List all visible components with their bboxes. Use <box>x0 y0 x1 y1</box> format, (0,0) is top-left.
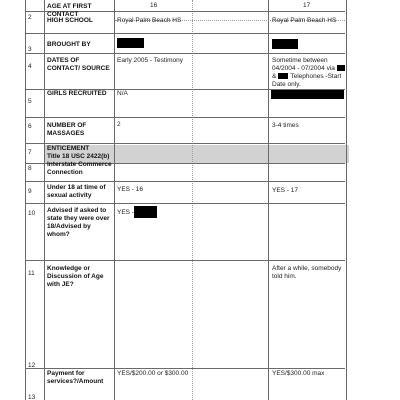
row-number: 7 <box>28 149 32 156</box>
label-under-18: Under 18 at time of sexual activity <box>47 184 106 199</box>
label-advised: Advised if asked to state they were over 18/Advised by whom? <box>47 207 110 238</box>
under-18-value-col-a: YES - 16 <box>117 186 144 193</box>
grid-line-row-4 <box>25 53 345 54</box>
grid-line-dotted-col-a <box>192 0 193 400</box>
grid-line-row-10 <box>25 203 345 204</box>
row-number: 6 <box>28 123 32 130</box>
grid-line-col-b <box>268 0 269 400</box>
advised-value-col-a: YES - <box>117 209 134 216</box>
row-number: 9 <box>28 188 32 195</box>
grid-line-row-11 <box>25 260 345 261</box>
grid-line-label-column <box>114 0 115 400</box>
girls-recruited-value-col-a: N/A <box>117 90 128 97</box>
header-value-col-a: 16 <box>150 2 158 9</box>
row-number: 5 <box>28 98 32 105</box>
grid-line-row-6 <box>25 117 345 118</box>
grid-line-row-9 <box>25 181 345 182</box>
redaction-box <box>278 73 288 79</box>
label-brought-by: BROUGHT BY <box>47 41 91 48</box>
high-school-value-col-b: Royal Palm Beach HS <box>272 17 337 24</box>
grid-line-number-column <box>44 0 45 400</box>
redaction-box <box>337 65 345 71</box>
label-knowledge-of-age: Knowledge or Discussion of Age with JE? <box>47 265 104 288</box>
label-age-first-contact: AGE AT FIRST CONTACT <box>47 3 92 18</box>
row-number: 4 <box>28 63 32 70</box>
grid-line-right-border <box>346 0 347 400</box>
knowledge-value-col-b: After a while, somebody told him. <box>272 265 342 280</box>
row-number: 13 <box>28 394 36 400</box>
grid-line-row-3 <box>25 33 345 34</box>
redaction-box <box>272 39 298 49</box>
grid-line-row-12 <box>25 368 345 369</box>
grid-line-left-border <box>25 0 26 400</box>
high-school-value-col-a: Royal Palm Beach HS <box>117 17 182 24</box>
header-value-col-b: 17 <box>303 2 311 9</box>
label-payment: Payment for services?/Amount <box>47 370 104 385</box>
row-number: 3 <box>28 46 32 53</box>
label-enticement: ENTICEMENT Title 18 USC 2422(b) Interstate Commerce Connection <box>47 145 112 176</box>
dates-value-col-a: Early 2005 - Testimony <box>117 57 183 64</box>
dates-value-col-b: Sometime between 04/2004 - 07/2004 via & Telephones -Start Date only. <box>272 57 342 88</box>
row-number: 8 <box>28 165 32 172</box>
label-girls-recruited: GIRLS RECRUITED <box>47 90 107 97</box>
row-number: 10 <box>28 210 36 217</box>
label-dates-of-contact: DATES OF CONTACT/ SOURCE <box>47 57 110 72</box>
redaction-box <box>271 90 344 99</box>
row-number: 2 <box>28 14 32 21</box>
under-18-value-col-b: YES - 17 <box>272 187 299 194</box>
grid-line-row-7 <box>25 143 345 144</box>
massages-value-col-b: 3-4 times <box>272 122 299 129</box>
label-number-of-massages: NUMBER OF MASSAGES <box>47 122 87 137</box>
row-number: 12 <box>28 362 36 369</box>
row-number: 11 <box>28 270 35 277</box>
redaction-box <box>134 206 157 218</box>
redaction-box <box>117 38 144 48</box>
massages-value-col-a: 2 <box>117 121 121 128</box>
payment-value-col-b: YES/$300.00 max <box>272 370 325 377</box>
payment-value-col-a: YES/$200.00 or $300.00 <box>117 370 189 377</box>
label-high-school: HIGH SCHOOL <box>47 17 93 24</box>
